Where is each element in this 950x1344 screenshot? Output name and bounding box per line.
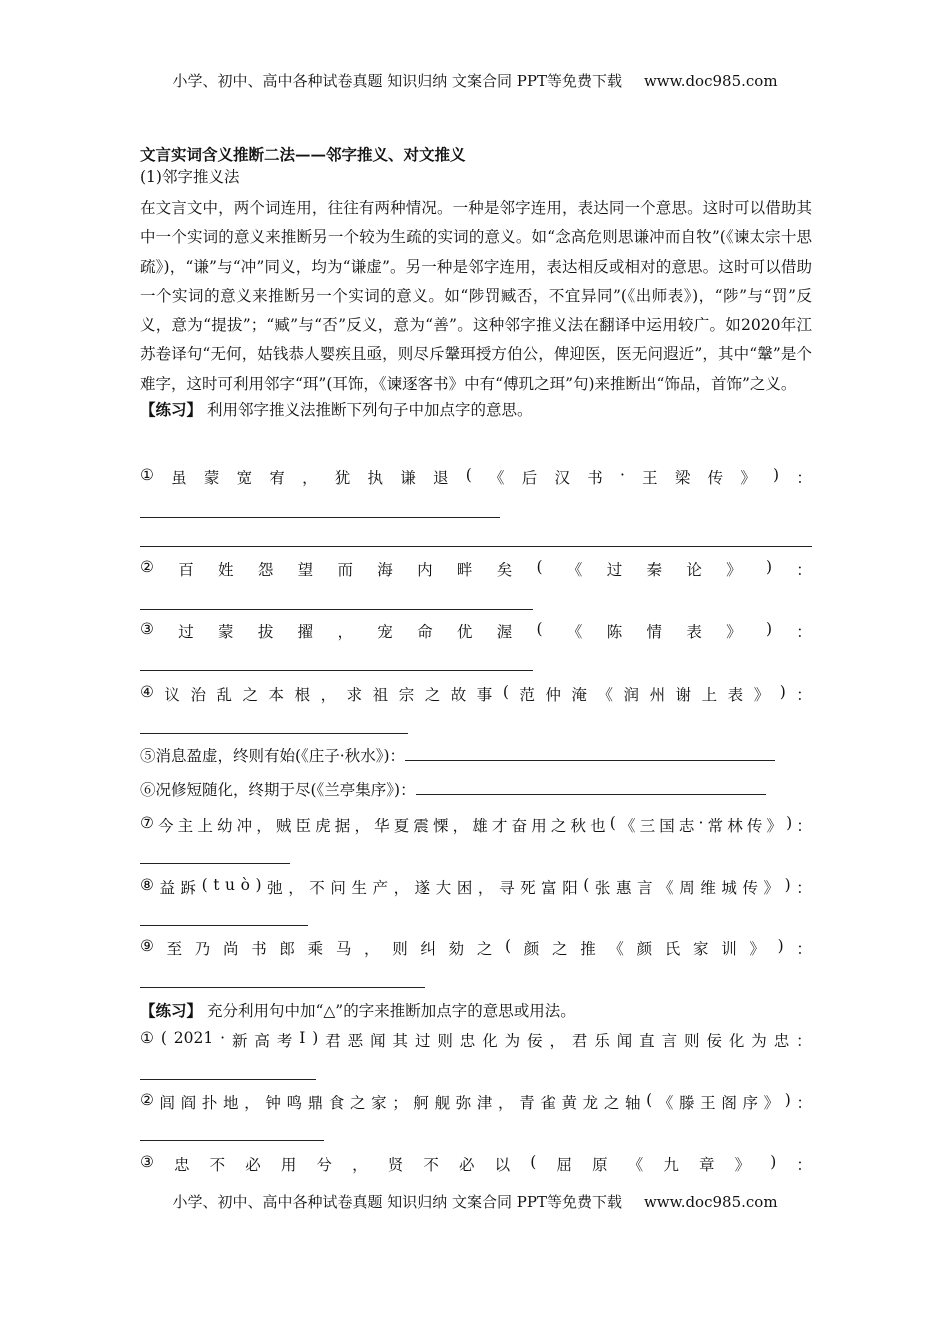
exercise1-item-2-text: ② 百 姓 怨 望 而 海 内 畔 矣 ( 《 过 秦 论 》 ) ：	[140, 558, 812, 579]
answer-blank-1b[interactable]	[140, 546, 812, 547]
section-subtitle: (1)邻字推义法	[140, 168, 240, 186]
answer-blank-9[interactable]	[140, 987, 425, 988]
answer-blank-4[interactable]	[140, 733, 408, 734]
page-content	[140, 144, 812, 429]
exercise1-item-9	[140, 937, 812, 959]
exercise1-label: 【练习】	[140, 400, 203, 420]
header-url[interactable]: www.doc985.com	[643, 72, 778, 90]
header-text: 小学、初中、高中各种试卷真题 知识归纳 文案合同 PPT等免费下载	[172, 72, 622, 90]
footer-text: 小学、初中、高中各种试卷真题 知识归纳 文案合同 PPT等免费下载	[172, 1193, 622, 1211]
answer-blank-1a[interactable]	[140, 517, 500, 518]
exercise1-item-1	[140, 466, 812, 488]
answer-blank-3[interactable]	[140, 670, 533, 671]
exercise2-item-2	[140, 1091, 812, 1113]
section-title: 文言实词含义推断二法——邻字推义、对文推义	[140, 145, 466, 164]
exercise2-item-3-text: ③ 忠 不 必 用 兮 ， 贤 不 必 以 ( 屈 原 《 九 章 》 ) ：	[140, 1153, 812, 1174]
exercise1-item-7	[140, 814, 812, 836]
exercise1-item-4	[140, 683, 812, 705]
exercise1-item-6-text: ⑥况修短随化，终期于尽(《兰亭集序》)：	[140, 781, 416, 799]
page-header	[0, 70, 950, 91]
exercise2-item-3	[140, 1153, 812, 1175]
answer-blank-8[interactable]	[140, 925, 308, 926]
answer-blank-11[interactable]	[140, 1140, 324, 1141]
exercise1-item-3	[140, 620, 812, 642]
answer-blank-5[interactable]	[405, 748, 775, 761]
exercise2-label: 【练习】	[140, 1001, 203, 1020]
exercise2-heading	[140, 999, 576, 1021]
exercise1-item-8	[140, 876, 812, 898]
exercise1-instruction: 利用邻字推义法推断下列句子中加点字的意思。	[206, 401, 533, 420]
footer-url[interactable]: www.doc985.com	[643, 1193, 778, 1211]
exercise1-item-5	[140, 744, 775, 766]
exercise2-item-1	[140, 1029, 812, 1051]
exercise1-item-7-text: ⑦ 今 主 上 幼 冲 ， 贼 臣 虎 据 ， 华 夏 震 慄 ， 雄 才 奋 用 之 秋 也 ( 《 三 国 志 · 常 林 传 》 ) ：	[140, 814, 812, 835]
exercise1-item-6	[140, 778, 766, 800]
exercise1-heading	[140, 399, 812, 421]
exercise1-item-4-text: ④ 议 治 乱 之 本 根 ， 求 祖 宗 之 故 事 ( 范 仲 淹 《 润 州 谢 上 表 》 ) ：	[140, 683, 812, 704]
exercise2-item-2-text: ② 闾 阎 扑 地 ， 钟 鸣 鼎 食 之 家 ； 舸 舰 弥 津 ， 青 雀 黄 龙 之 轴 ( 《 滕 王 阁 序 》 ) ：	[140, 1091, 812, 1112]
exercise2-instruction: 充分利用句中加“△”的字来推断加点字的意思或用法。	[206, 1002, 576, 1020]
answer-blank-10[interactable]	[140, 1079, 316, 1080]
exercise2-item-1-text: ① ( 2021 · 新 高 考 Ⅰ ) 君 恶 闻 其 过 则 忠 化 为 佞 ， 君 乐 闻 直 言 则 佞 化 为 忠 ：	[140, 1029, 812, 1050]
exercise1-item-2	[140, 558, 812, 580]
exercise1-item-9-text: ⑨ 至 乃 尚 书 郎 乘 马 ， 则 纠 劾 之 ( 颜 之 推 《 颜 氏 家 训 》 ) ：	[140, 937, 812, 958]
exercise1-item-1-text: ① 虽 蒙 宽 宥 ， 犹 执 谦 退 ( 《 后 汉 书 · 王 梁 传 》 ) ：	[140, 466, 812, 487]
exercise1-item-5-text: ⑤消息盈虚，终则有始(《庄子·秋水》)：	[140, 747, 406, 765]
answer-blank-6[interactable]	[416, 782, 766, 795]
answer-blank-2[interactable]	[140, 609, 533, 610]
page-footer	[0, 1191, 950, 1212]
exercise1-item-8-text: ⑧ 益 跅 ( t u ò ) 弛 ， 不 问 生 产 ， 遂 大 困 ， 寻 死 富 阳 ( 张 惠 言 《 周 维 城 传 》 ) ：	[140, 876, 812, 897]
section-paragraph: 在文言文中，两个词连用，往往有两种情况。一种是邻字连用，表达同一个意思。这时可以借助其中一个实词的意义来推断另一个较为生疏的实词的意义。如“念高危则思谦冲而自牧”(《谏太宗十思疏》)，“谦”与“冲”同义，均为“谦虚”。另一种是邻字连用，表达相反或相对的意思。这时可以借助一个实词的意义来推断另一个实词的意义。如“陟罚臧否，不宜异同”(《出师表》)，“陟”与“罚”反义，意为“提拔”；“臧”与“否”反义，意为“善”。这种邻字推义法在翻译中运用较广。如2020年江苏卷译句“无何，姑钱恭人婴疾且亟，则尽斥鞶珥授方伯公，俾迎医，医无问遐近”，其中“鞶”是个难字，这时可利用邻字“珥”(耳饰，《谏逐客书》中有“傅玑之珥”句)来推断出“饰品，首饰”之义。	[140, 199, 812, 393]
answer-blank-7[interactable]	[140, 863, 290, 864]
exercise1-item-3-text: ③ 过 蒙 拔 擢 ， 宠 命 优 渥 ( 《 陈 情 表 》 ) ：	[140, 620, 812, 641]
